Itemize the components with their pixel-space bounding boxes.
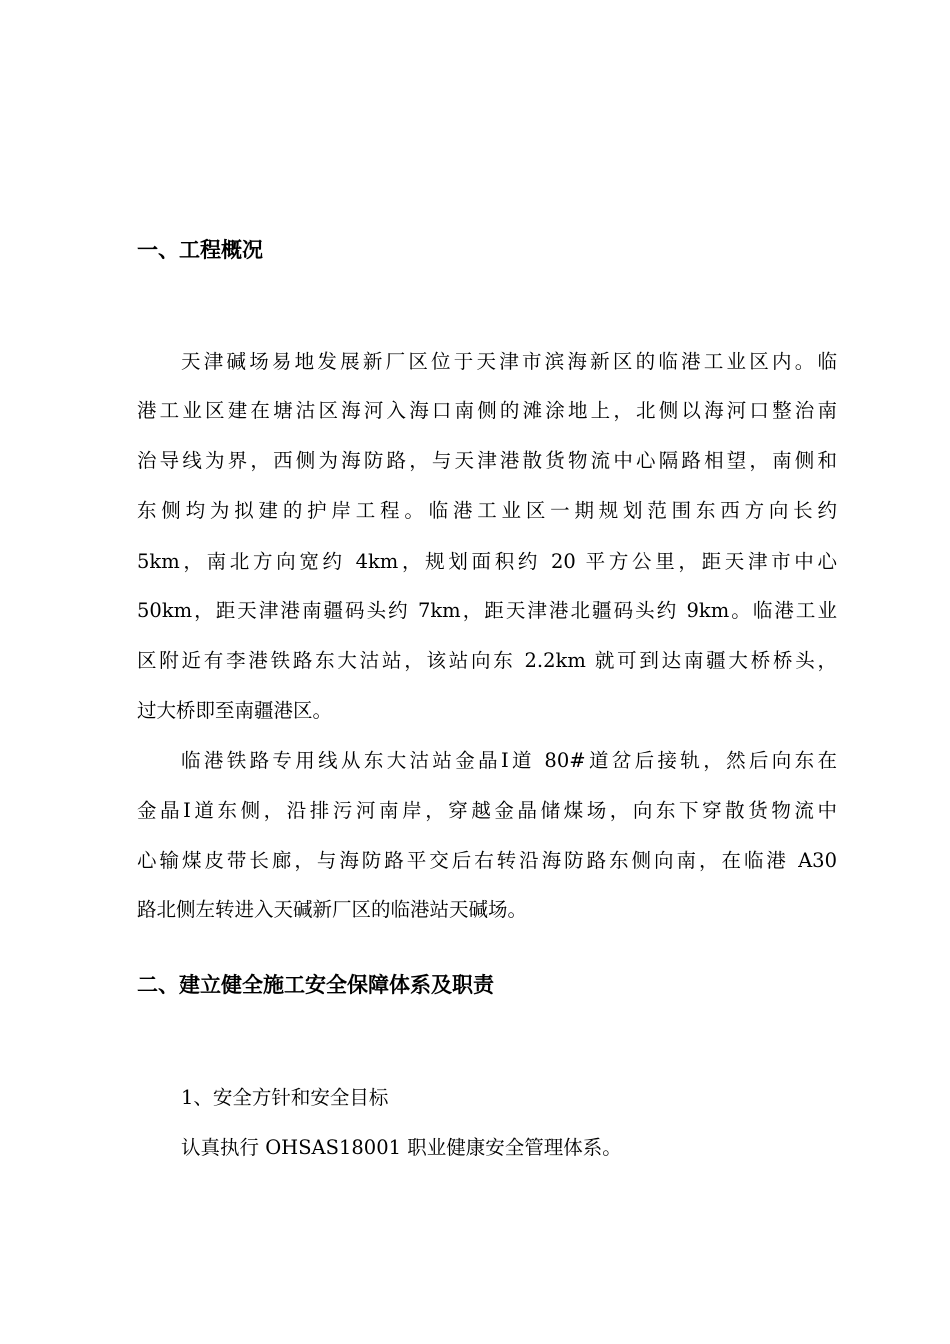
paragraph-line: 金晶Ⅰ道东侧，沿排污河南岸，穿越金晶储煤场，向东下穿散货物流中 — [137, 799, 837, 822]
paragraph-line: 临港铁路专用线从东大沽站金晶Ⅰ道 80#道岔后接轨，然后向东在 — [181, 749, 837, 772]
section-2-heading: 二、建立健全施工安全保障体系及职责 — [137, 973, 494, 997]
paragraph-line: 心输煤皮带长廊，与海防路平交后右转沿海防路东侧向南，在临港 A30 — [137, 849, 837, 872]
paragraph-line: 天津碱场易地发展新厂区位于天津市滨海新区的临港工业区内。临 — [181, 350, 837, 373]
paragraph-line: 区附近有李港铁路东大沽站，该站向东 2.2km 就可到达南疆大桥桥头， — [137, 649, 837, 672]
paragraph-line: 东侧均为拟建的护岸工程。临港工业区一期规划范围东西方向长约 — [137, 499, 837, 522]
section-1-heading: 一、工程概况 — [137, 238, 263, 262]
paragraph-line: 过大桥即至南疆港区。 — [137, 699, 333, 722]
paragraph-line: 50km，距天津港南疆码头约 7km，距天津港北疆码头约 9km。临港工业 — [137, 599, 837, 622]
paragraph-line: 路北侧左转进入天碱新厂区的临港站天碱场。 — [137, 898, 528, 921]
paragraph-line: 认真执行 OHSAS18001 职业健康安全管理体系。 — [181, 1136, 622, 1159]
section-2-subheading: 1、安全方针和安全目标 — [181, 1086, 389, 1109]
paragraph-line: 港工业区建在塘沽区海河入海口南侧的滩涂地上，北侧以海河口整治南 — [137, 399, 837, 422]
paragraph-line: 5km，南北方向宽约 4km，规划面积约 20 平方公里，距天津市中心 — [137, 550, 837, 573]
paragraph-line: 治导线为界，西侧为海防路，与天津港散货物流中心隔路相望，南侧和 — [137, 449, 837, 472]
